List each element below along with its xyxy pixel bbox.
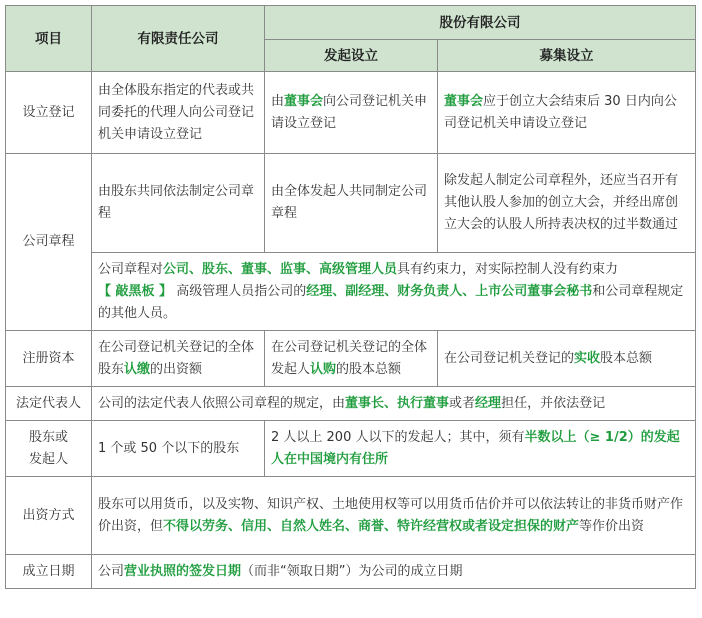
header-llc: 有限责任公司 [92, 6, 265, 72]
capital-promotion: 在公司登记机关登记的全体发起人认购的股本总额 [265, 331, 438, 387]
label-registration: 设立登记 [6, 72, 92, 154]
row-contribution [6, 477, 696, 555]
header-offering: 募集设立 [438, 40, 696, 72]
header-item: 项目 [6, 6, 92, 72]
row-date [6, 555, 696, 589]
row-charter [6, 154, 696, 253]
capital-offering: 在公司登记机关登记的实收股本总额 [438, 331, 696, 387]
company-comparison-table [5, 5, 696, 589]
label-legal-rep: 法定代表人 [6, 387, 92, 421]
capital-llc: 在公司登记机关登记的全体股东认缴的出资额 [92, 331, 265, 387]
shareholders-corp: 2 人以上 200 人以下的发起人；其中，须有半数以上（≥ 1/2）的发起人在中国境内有住所 [265, 421, 696, 477]
label-shareholders: 股东或 发起人 [6, 421, 92, 477]
header-row-1 [6, 6, 696, 40]
row-legal-rep [6, 387, 696, 421]
charter-promotion: 由全体发起人共同制定公司章程 [265, 154, 438, 253]
row-charter-note [6, 253, 696, 331]
shareholders-llc: 1 个或 50 个以下的股东 [92, 421, 265, 477]
registration-promotion: 由董事会向公司登记机关申请设立登记 [265, 72, 438, 154]
charter-offering: 除发起人制定公司章程外，还应当召开有其他认股人参加的创立大会，并经出席创立大会的认股人所持表决权的过半数通过 [438, 154, 696, 253]
row-capital [6, 331, 696, 387]
charter-note: 公司章程对公司、股东、董事、监事、高级管理人员具有约束力，对实际控制人没有约束力 【 敲黑板 】 高级管理人员指公司的经理、副经理、财务负责人、上市公司董事会秘书和公司章程规定的其他人员。 [92, 253, 696, 331]
row-shareholders [6, 421, 696, 477]
charter-llc: 由股东共同依法制定公司章程 [92, 154, 265, 253]
label-capital: 注册资本 [6, 331, 92, 387]
highlight-board: 董事会 [444, 93, 484, 109]
label-charter: 公司章程 [6, 154, 92, 331]
label-date: 成立日期 [6, 555, 92, 589]
highlight-board: 董事会 [284, 93, 324, 109]
date-text: 公司营业执照的签发日期（而非“领取日期”）为公司的成立日期 [92, 555, 696, 589]
registration-offering: 董事会应于创立大会结束后 30 日内向公司登记机关申请设立登记 [438, 72, 696, 154]
contribution-text: 股东可以用货币，以及实物、知识产权、土地使用权等可以用货币估价并可以依法转让的非货币财产作价出资，但不得以劳务、信用、自然人姓名、商誉、特许经营权或者设定担保的财产等作价出资 [92, 477, 696, 555]
header-promotion: 发起设立 [265, 40, 438, 72]
key-point-badge: 【 敲黑板 】 [98, 283, 173, 299]
label-contribution: 出资方式 [6, 477, 92, 555]
registration-llc: 由全体股东指定的代表或共同委托的代理人向公司登记机关申请设立登记 [92, 72, 265, 154]
row-registration [6, 72, 696, 154]
header-corp: 股份有限公司 [265, 6, 696, 40]
legal-rep-text: 公司的法定代表人依照公司章程的规定，由董事长、执行董事或者经理担任，并依法登记 [92, 387, 696, 421]
